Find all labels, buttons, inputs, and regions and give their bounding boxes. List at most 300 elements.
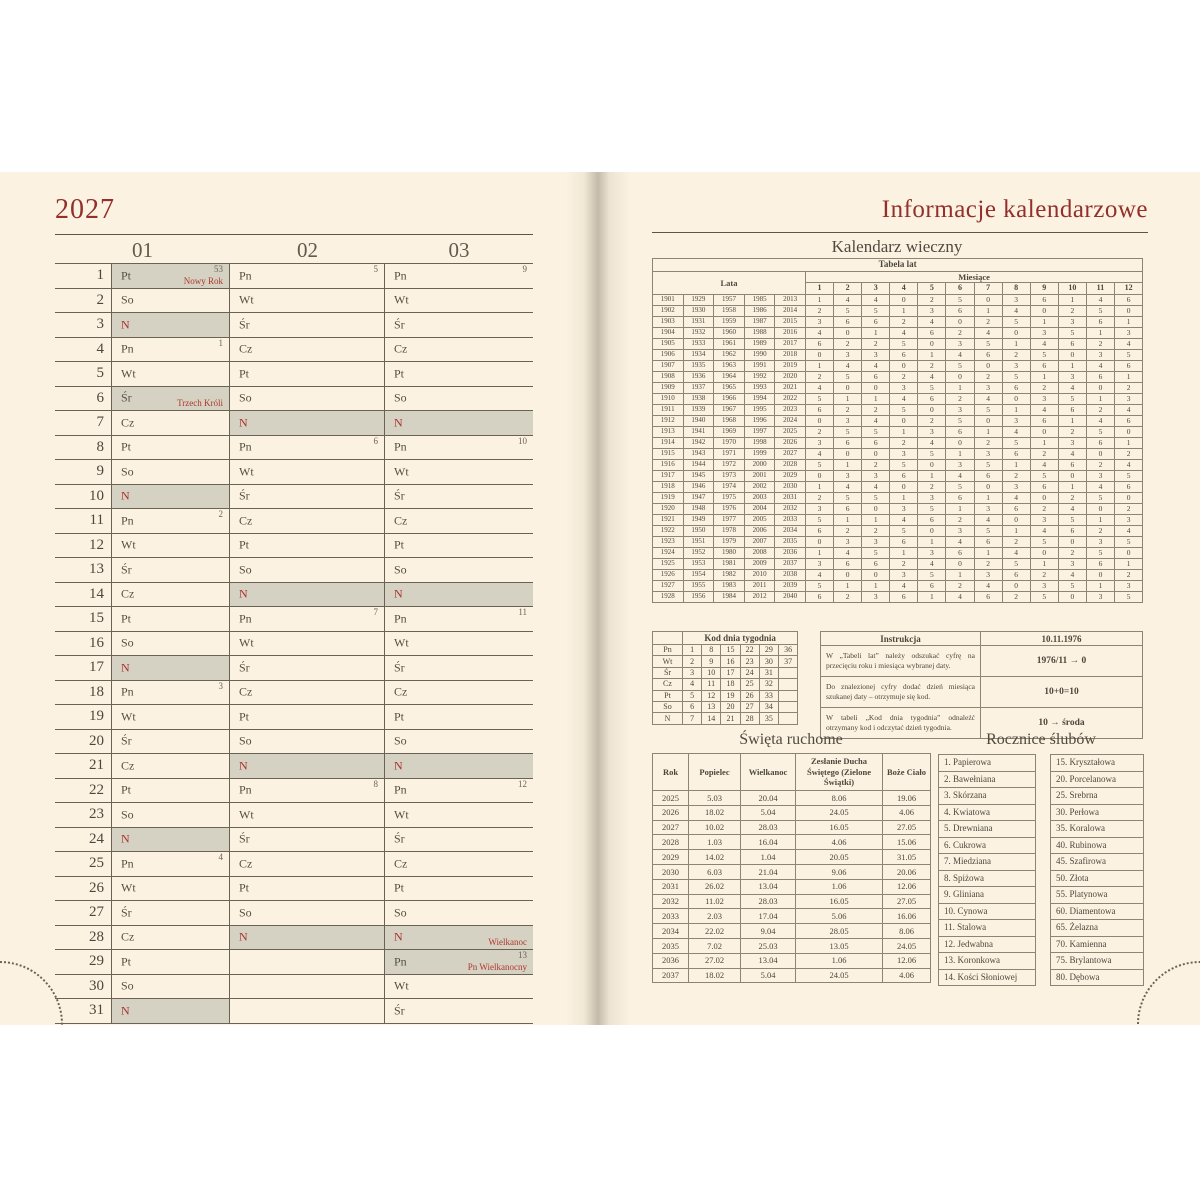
year-cell: 1975 — [714, 493, 745, 504]
year-cell: 1968 — [714, 416, 745, 427]
anniversary-row — [939, 755, 1036, 772]
calendar-row — [55, 975, 533, 1000]
calendar-cell — [230, 362, 385, 386]
month-number-cell: 4 — [890, 283, 918, 295]
month-code-cell: 3 — [1086, 537, 1114, 548]
month-code-cell: 5 — [974, 339, 1002, 350]
year-cell: 1980 — [714, 548, 745, 559]
feasts-cell: 27.05 — [883, 820, 931, 835]
month-code-cell: 0 — [805, 471, 833, 482]
month-code-cell: 3 — [1115, 515, 1143, 526]
year-cell: 2027 — [775, 449, 806, 460]
day-number: 15 — [55, 607, 112, 631]
year-cell: 1935 — [683, 361, 714, 372]
anniversary-row — [1051, 953, 1144, 970]
month-code-cell: 2 — [946, 581, 974, 592]
feasts-cell: 15.06 — [883, 835, 931, 850]
weekday-label: So — [121, 635, 134, 650]
calendar-cell — [112, 950, 230, 974]
month-code-cell: 2 — [1002, 592, 1030, 603]
month-code-cell: 1 — [946, 504, 974, 515]
year-cell: 1913 — [653, 427, 684, 438]
month-code-cell: 2 — [918, 361, 946, 372]
year-cell: 1993 — [744, 383, 775, 394]
year-cell: 2006 — [744, 526, 775, 537]
month-code-cell: 3 — [805, 438, 833, 449]
day-label-cell: Pn — [653, 645, 683, 656]
weekday-label: Śr — [394, 488, 405, 503]
weekday-label: Wt — [121, 880, 136, 895]
month-code-cell: 2 — [862, 405, 890, 416]
perpetual-row — [653, 372, 1143, 383]
calendar-row — [55, 926, 533, 951]
year-cell: 1930 — [683, 306, 714, 317]
calendar-cell — [385, 828, 533, 852]
perpetual-row — [653, 482, 1143, 493]
code-cell: 15 — [721, 645, 740, 656]
calendar-row — [55, 460, 533, 485]
month-code-cell: 1 — [1086, 515, 1114, 526]
month-code-cell: 0 — [1115, 427, 1143, 438]
weekday-label: Pn — [121, 513, 134, 528]
year-cell: 1977 — [714, 515, 745, 526]
feasts-cell: 31.05 — [883, 850, 931, 865]
month-code-cell: 2 — [805, 306, 833, 317]
week-number: 13 — [518, 950, 527, 960]
perpetual-row — [653, 471, 1143, 482]
instruction-row — [821, 646, 1143, 677]
month-number-cell: 7 — [974, 283, 1002, 295]
calendar-cell — [112, 264, 230, 288]
month-code-cell: 3 — [1086, 350, 1114, 361]
year-cell: 1910 — [653, 394, 684, 405]
month-code-cell: 5 — [890, 339, 918, 350]
month-code-cell: 5 — [890, 460, 918, 471]
anniversary-cell: 14. Kości Słoniowej — [939, 969, 1036, 986]
month-code-cell: 4 — [946, 471, 974, 482]
month-code-cell: 2 — [1058, 493, 1086, 504]
year-cell: 1931 — [683, 317, 714, 328]
code-cell: 9 — [702, 656, 721, 667]
year-cell: 1907 — [653, 361, 684, 372]
feasts-cell: 1.03 — [689, 835, 741, 850]
month-code-cell: 1 — [1030, 372, 1058, 383]
year-cell: 2018 — [775, 350, 806, 361]
calendar-cell — [385, 754, 533, 778]
month-code-cell: 3 — [1115, 328, 1143, 339]
month-code-cell: 5 — [1115, 471, 1143, 482]
month-code-cell: 3 — [805, 559, 833, 570]
weekday-label: Cz — [239, 341, 253, 356]
year-cell: 1986 — [744, 306, 775, 317]
anniversary-cell: 25. Srebrna — [1051, 788, 1144, 805]
calendar-cell — [385, 509, 533, 533]
instruction-text-cell: Do znalezionej cyfry dodać dzień miesiąca szukanej daty – otrzymuje się kod. — [821, 677, 981, 708]
month-code-cell: 2 — [805, 372, 833, 383]
weekday-label: N — [121, 660, 130, 675]
calendar-cell — [385, 485, 533, 509]
month-code-cell: 1 — [974, 548, 1002, 559]
year-cell: 1985 — [744, 295, 775, 306]
month-code-cell: 5 — [1086, 548, 1114, 559]
corner-perforation-arc-left — [0, 961, 63, 1025]
code-cell: 7 — [683, 713, 702, 724]
month-code-cell: 0 — [1058, 350, 1086, 361]
code-cell: 6 — [683, 701, 702, 712]
day-number: 5 — [55, 362, 112, 386]
calendar-cell — [230, 534, 385, 558]
calendar-cell — [230, 975, 385, 999]
anniversary-row — [1051, 969, 1144, 986]
anniversary-row — [1051, 920, 1144, 937]
month-code-cell: 2 — [805, 493, 833, 504]
month-code-cell: 0 — [946, 317, 974, 328]
month-number-cell: 1 — [805, 283, 833, 295]
anniversary-cell: 45. Szafirowa — [1051, 854, 1144, 871]
calendar-row — [55, 362, 533, 387]
feasts-cell: 4.06 — [883, 968, 931, 983]
year-cell: 1905 — [653, 339, 684, 350]
perpetual-row — [653, 361, 1143, 372]
weekday-label: Wt — [121, 709, 136, 724]
year-cell: 2020 — [775, 372, 806, 383]
feasts-cell: 22.02 — [689, 924, 741, 939]
calendar-cell — [385, 313, 533, 337]
calendar-cell — [230, 828, 385, 852]
month-code-cell: 6 — [946, 306, 974, 317]
weekday-label: Wt — [394, 464, 409, 479]
perpetual-row — [653, 449, 1143, 460]
month-code-cell: 0 — [834, 449, 862, 460]
month-header-03: 03 — [448, 238, 470, 262]
code-cell: 4 — [683, 679, 702, 690]
anniversary-row — [939, 920, 1036, 937]
month-code-cell: 2 — [1086, 460, 1114, 471]
weekday-label: Cz — [239, 856, 253, 871]
code-cell — [778, 679, 797, 690]
perpetual-row — [653, 416, 1143, 427]
year-cell: 2025 — [775, 427, 806, 438]
holiday-label: Nowy Rok — [183, 275, 223, 286]
code-cell: 30 — [759, 656, 778, 667]
month-code-cell: 3 — [974, 570, 1002, 581]
perpetual-row — [653, 427, 1143, 438]
weekday-label: N — [121, 488, 130, 503]
anniversary-row — [1051, 837, 1144, 854]
weekday-label: Wt — [121, 366, 136, 381]
planner-spread — [0, 172, 1200, 1025]
month-code-cell: 4 — [918, 317, 946, 328]
weekday-label: Pt — [121, 782, 132, 797]
weekday-label: Cz — [121, 415, 135, 430]
month-code-cell: 5 — [1002, 559, 1030, 570]
weekday-label: Wt — [239, 635, 254, 650]
year-cell: 1970 — [714, 438, 745, 449]
year-cell: 1938 — [683, 394, 714, 405]
month-code-cell: 2 — [890, 317, 918, 328]
month-code-cell: 2 — [1058, 427, 1086, 438]
month-code-cell: 6 — [1058, 460, 1086, 471]
month-code-cell: 2 — [1030, 449, 1058, 460]
month-code-cell: 2 — [1086, 526, 1114, 537]
month-code-cell: 6 — [862, 372, 890, 383]
month-code-cell: 2 — [1002, 537, 1030, 548]
month-code-cell: 1 — [1115, 372, 1143, 383]
code-cell: 36 — [778, 645, 797, 656]
calendar-cell — [230, 583, 385, 607]
calendar-cell — [112, 583, 230, 607]
feasts-row — [653, 820, 931, 835]
holiday-label: Wielkanoc — [488, 937, 527, 947]
weekday-label: Pt — [239, 709, 250, 724]
weekday-label: Wt — [121, 537, 136, 552]
month-code-cell: 5 — [946, 482, 974, 493]
calendar-cell — [385, 926, 533, 950]
calendar-row — [55, 264, 533, 289]
feasts-cell: 21.04 — [741, 864, 796, 879]
calendar-cell — [112, 877, 230, 901]
month-code-cell: 3 — [890, 449, 918, 460]
weekday-label: So — [121, 807, 134, 822]
month-code-cell: 5 — [918, 570, 946, 581]
months-label-cell: Miesiące — [805, 272, 1142, 283]
month-number-cell: 5 — [918, 283, 946, 295]
table-title-row — [653, 259, 1143, 272]
month-number-cell: 9 — [1030, 283, 1058, 295]
feasts-cell: 20.04 — [741, 791, 796, 806]
anniversary-row — [1051, 804, 1144, 821]
feasts-cell: 1.06 — [796, 953, 883, 968]
month-code-cell: 1 — [1086, 328, 1114, 339]
calendar-row — [55, 411, 533, 436]
anniversary-row — [939, 771, 1036, 788]
month-code-cell: 2 — [1030, 504, 1058, 515]
calendar-cell — [385, 583, 533, 607]
month-code-cell: 6 — [918, 581, 946, 592]
calendar-cell — [112, 289, 230, 313]
calendar-cell — [385, 975, 533, 999]
weekday-label: So — [239, 905, 252, 920]
calendar-cell — [385, 436, 533, 460]
code-cell: 35 — [759, 713, 778, 724]
anniversary-cell: 80. Dębowa — [1051, 969, 1144, 986]
weekday-label: Śr — [394, 1003, 405, 1018]
perpetual-row — [653, 295, 1143, 306]
day-number: 6 — [55, 387, 112, 411]
month-code-cell: 1 — [805, 361, 833, 372]
month-code-cell: 3 — [834, 471, 862, 482]
month-code-cell: 2 — [946, 515, 974, 526]
month-code-cell: 5 — [1030, 537, 1058, 548]
calendar-row — [55, 730, 533, 755]
day-number: 7 — [55, 411, 112, 435]
year-cell: 1932 — [683, 328, 714, 339]
month-code-cell: 4 — [1058, 383, 1086, 394]
feasts-cell: 18.02 — [689, 805, 741, 820]
anniversary-row — [1051, 870, 1144, 887]
year-cell: 1973 — [714, 471, 745, 482]
year-cell: 2017 — [775, 339, 806, 350]
month-code-cell: 3 — [918, 306, 946, 317]
month-code-cell: 2 — [834, 526, 862, 537]
year-cell: 2022 — [775, 394, 806, 405]
calendar-cell — [112, 411, 230, 435]
month-code-cell: 6 — [805, 405, 833, 416]
year-cell: 2028 — [775, 460, 806, 471]
day-number: 29 — [55, 950, 112, 974]
feasts-cell: 5.03 — [689, 791, 741, 806]
anniversaries-table-left — [938, 754, 1036, 986]
day-code-row — [653, 690, 798, 701]
year-cell: 2009 — [744, 559, 775, 570]
year-cell: 1960 — [714, 328, 745, 339]
month-code-cell: 0 — [918, 339, 946, 350]
month-code-cell: 4 — [1002, 427, 1030, 438]
weekday-label: So — [121, 978, 134, 993]
month-code-cell: 6 — [890, 350, 918, 361]
day-label-cell: Śr — [653, 667, 683, 678]
month-code-cell: 1 — [834, 460, 862, 471]
month-code-cell: 4 — [918, 559, 946, 570]
weekday-label: So — [239, 390, 252, 405]
month-code-cell: 4 — [946, 592, 974, 603]
month-code-cell: 5 — [1002, 317, 1030, 328]
month-code-cell: 4 — [1086, 295, 1114, 306]
year-cell: 1971 — [714, 449, 745, 460]
day-number: 4 — [55, 338, 112, 362]
feasts-cell: 2029 — [653, 850, 689, 865]
month-code-cell: 1 — [974, 306, 1002, 317]
month-code-cell: 6 — [890, 592, 918, 603]
calendar-cell — [112, 313, 230, 337]
year-cell: 1976 — [714, 504, 745, 515]
year-cell: 1983 — [714, 581, 745, 592]
calendar-cell — [230, 264, 385, 288]
weekday-label: Śr — [239, 660, 250, 675]
feasts-cell: 28.03 — [741, 820, 796, 835]
year-cell: 1916 — [653, 460, 684, 471]
perpetual-row — [653, 548, 1143, 559]
calendar-cell — [112, 387, 230, 411]
weekday-label: Śr — [239, 488, 250, 503]
year-cell: 1974 — [714, 482, 745, 493]
year-cell: 1961 — [714, 339, 745, 350]
feasts-row — [653, 924, 931, 939]
month-code-cell: 4 — [974, 328, 1002, 339]
calendar-cell — [230, 705, 385, 729]
month-code-cell: 5 — [862, 427, 890, 438]
calendar-row — [55, 289, 533, 314]
month-code-cell: 0 — [805, 416, 833, 427]
feasts-row — [653, 894, 931, 909]
month-code-cell: 6 — [918, 394, 946, 405]
weekday-label: Pt — [394, 880, 405, 895]
month-code-cell: 6 — [1002, 570, 1030, 581]
weekday-label: Pn — [394, 611, 407, 626]
month-code-cell: 1 — [1030, 438, 1058, 449]
month-code-cell: 4 — [834, 295, 862, 306]
calendar-row — [55, 779, 533, 804]
feasts-cell: 14.02 — [689, 850, 741, 865]
year-cell: 1988 — [744, 328, 775, 339]
feasts-cell: 8.06 — [796, 791, 883, 806]
month-number-cell: 2 — [834, 283, 862, 295]
month-code-cell: 6 — [1086, 317, 1114, 328]
year-cell: 1994 — [744, 394, 775, 405]
calendar-cell — [112, 607, 230, 631]
code-cell: 25 — [740, 679, 759, 690]
header-row — [653, 272, 1143, 283]
week-number: 5 — [373, 264, 378, 274]
month-code-cell: 1 — [1002, 526, 1030, 537]
month-code-cell: 4 — [1115, 339, 1143, 350]
year-cell: 1962 — [714, 350, 745, 361]
month-code-cell: 3 — [918, 493, 946, 504]
calendar-row — [55, 558, 533, 583]
anniversary-row — [939, 936, 1036, 953]
weekday-label: N — [239, 415, 248, 430]
calendar-cell — [230, 436, 385, 460]
calendar-cell — [112, 828, 230, 852]
day-code-row — [653, 713, 798, 724]
year-cell: 2037 — [775, 559, 806, 570]
calendar-cell — [230, 803, 385, 827]
month-code-cell: 5 — [1058, 515, 1086, 526]
year-cell: 2015 — [775, 317, 806, 328]
month-code-cell: 5 — [834, 306, 862, 317]
weekday-label: N — [394, 758, 403, 773]
anniversary-cell: 9. Gliniana — [939, 887, 1036, 904]
code-cell: 3 — [683, 667, 702, 678]
month-code-cell: 3 — [890, 570, 918, 581]
month-code-cell: 0 — [1086, 504, 1114, 515]
anniversaries-heading: Rocznice ślubów — [986, 731, 1096, 748]
day-number: 16 — [55, 632, 112, 656]
year-cell: 1982 — [714, 570, 745, 581]
year-cell: 2036 — [775, 548, 806, 559]
month-code-cell: 1 — [918, 350, 946, 361]
anniversary-cell: 10. Cynowa — [939, 903, 1036, 920]
month-code-cell: 3 — [918, 548, 946, 559]
month-code-cell: 2 — [1115, 449, 1143, 460]
weekday-label: So — [121, 292, 134, 307]
month-code-cell: 1 — [1058, 295, 1086, 306]
month-code-cell: 2 — [974, 438, 1002, 449]
month-header-02: 02 — [297, 238, 318, 262]
month-code-cell: 5 — [974, 526, 1002, 537]
code-cell: 10 — [702, 667, 721, 678]
month-code-cell: 5 — [862, 548, 890, 559]
month-code-cell: 1 — [1058, 361, 1086, 372]
feasts-row — [653, 850, 931, 865]
month-code-cell: 5 — [1030, 592, 1058, 603]
anniversary-row — [939, 788, 1036, 805]
year-cell: 2005 — [744, 515, 775, 526]
month-code-cell: 4 — [1030, 405, 1058, 416]
weekday-label: Śr — [121, 733, 132, 748]
year-cell: 1903 — [653, 317, 684, 328]
year-cell: 2003 — [744, 493, 775, 504]
month-code-cell: 4 — [1086, 482, 1114, 493]
month-code-cell: 0 — [974, 295, 1002, 306]
movable-feasts-table — [652, 753, 931, 983]
day-number: 9 — [55, 460, 112, 484]
feasts-cell: 2.03 — [689, 909, 741, 924]
feasts-cell: 5.06 — [796, 909, 883, 924]
year-cell: 1912 — [653, 416, 684, 427]
code-cell: 23 — [740, 656, 759, 667]
perpetual-row — [653, 570, 1143, 581]
